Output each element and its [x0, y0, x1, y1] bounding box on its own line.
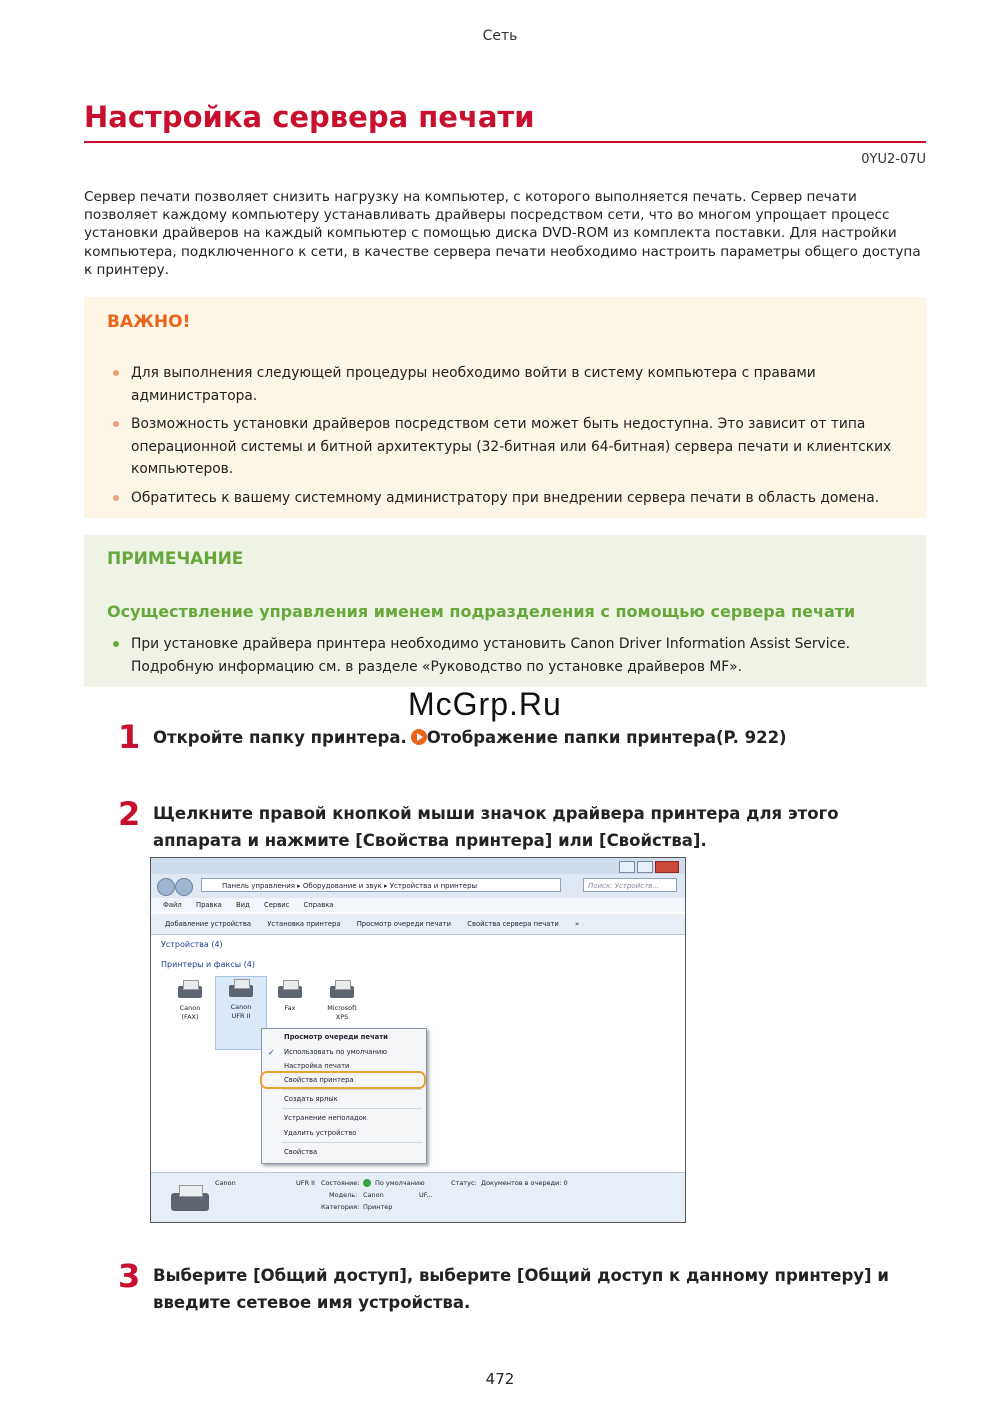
doc-id: 0YU2-07U	[861, 152, 926, 167]
step-1-text: Откройте папку принтера.	[153, 728, 407, 747]
explorer-screenshot	[150, 857, 686, 1223]
ctx-create-shortcut: Создать ярлык	[284, 1095, 338, 1103]
ctx-see-queue: Просмотр очереди печати	[284, 1033, 388, 1041]
link-arrow-icon	[411, 729, 427, 745]
maximize-icon	[637, 861, 653, 873]
device-xps: Microsoft XPS	[317, 978, 367, 1022]
list-item: Обратитесь к вашему системному администратору при внедрении сервера печати в область домена.	[113, 487, 913, 510]
device-canon-selected: Canon UFR II	[215, 976, 267, 1050]
toolbar-server-props: Свойства сервера печати	[467, 920, 559, 928]
step-3-text: Выберите [Общий доступ], выберите [Общий доступ к данному принтеру] и введите сетевое имя устройства.	[153, 1266, 889, 1312]
list-item: Для выполнения следующей процедуры необходимо войти в систему компьютера с правами администратора.	[113, 362, 913, 407]
important-heading: ВАЖНО!	[107, 312, 191, 332]
menu-separator	[282, 1108, 422, 1109]
printer-icon	[176, 978, 204, 1000]
forward-icon	[175, 878, 193, 896]
section-header: Сеть	[482, 28, 518, 44]
context-menu	[261, 1028, 427, 1164]
toolbar-add-printer: Установка принтера	[267, 920, 341, 928]
step-2-text: Щелкните правой кнопкой мыши значок драйвера принтера для этого аппарата и нажмите [Свойства принтера] или [Свойства].	[153, 804, 839, 850]
menu-edit: Правка	[195, 901, 222, 909]
menu-separator	[282, 1089, 422, 1090]
important-list	[113, 362, 913, 515]
ctx-troubleshoot: Устранение неполадок	[284, 1114, 367, 1122]
title-divider	[84, 141, 926, 143]
window-titlebar	[151, 858, 685, 874]
printer-icon	[171, 1183, 209, 1213]
menu-help: Справка	[303, 901, 334, 909]
list-item: При установке драйвера принтера необходимо установить Canon Driver Information Assist Service. Подробную информацию см. в разделе «Руководство по установке драйверов MF».	[113, 633, 913, 678]
step-number-3: 3	[118, 1257, 141, 1295]
toolbar-more: »	[575, 920, 580, 928]
step-1	[153, 724, 913, 751]
ctx-set-default: Использовать по умолчанию	[284, 1048, 388, 1056]
printer-icon	[227, 977, 255, 999]
menu-separator	[282, 1142, 422, 1143]
group-printers: Принтеры и факсы (4)	[161, 960, 255, 969]
search-input: Поиск: Устройств...	[583, 878, 677, 892]
step-number-1: 1	[118, 718, 141, 756]
details-pane: Canon UFR II Состояние: По умолчанию Статус: Документов в очереди: 0 Модель: Canon UF... Категория: Принтер	[151, 1172, 685, 1223]
ctx-properties: Свойства	[284, 1148, 318, 1156]
group-devices: Устройства (4)	[161, 940, 223, 949]
close-icon	[655, 861, 679, 873]
ctx-print-prefs: Настройка печати	[284, 1062, 350, 1070]
ctx-printer-props: Свойства принтера	[284, 1076, 354, 1084]
note-list	[113, 633, 913, 678]
note-subheading: Осуществление управления именем подразделения с помощью сервера печати	[107, 602, 856, 621]
page-number: 472	[485, 1370, 515, 1388]
menu-file: Файл	[163, 901, 182, 909]
device-fax-canon: Canon (FAX)	[165, 978, 215, 1022]
watermark: McGrp.Ru	[408, 686, 562, 722]
device-fax: Fax	[265, 978, 315, 1013]
page-title: Настройка сервера печати	[84, 100, 535, 134]
address-path: Панель управления ▸ Оборудование и звук ▸ Устройства и принтеры	[201, 878, 561, 892]
window-controls	[619, 861, 679, 873]
checkmark-icon: ✓	[268, 1048, 275, 1057]
printer-icon	[328, 978, 356, 1000]
command-bar	[151, 914, 685, 935]
back-icon	[157, 878, 175, 896]
minimize-icon	[619, 861, 635, 873]
toolbar-add-device: Добавление устройства	[165, 920, 252, 928]
menu-bar	[151, 898, 685, 912]
ctx-remove-device: Удалить устройство	[284, 1129, 357, 1137]
menu-view: Вид	[236, 901, 250, 909]
toolbar-see-queue: Просмотр очереди печати	[356, 920, 452, 928]
menu-tools: Сервис	[263, 901, 290, 909]
note-heading: ПРИМЕЧАНИЕ	[107, 549, 244, 569]
status-ok-icon	[363, 1179, 371, 1187]
step-1-link[interactable]: Отображение папки принтера(P. 922)	[426, 728, 787, 747]
intro-paragraph: Сервер печати позволяет снизить нагрузку на компьютер, с которого выполняется печать. Сервер печати позволяет каждому компьютеру устанавливать драйверы посредством сети, что во многом упрощает процесс установки драйверов на каждый компьютер с помощью диска DVD-ROM из комплекта поставки. Для настройки компьютера, подключенного к сети, в качестве сервера печати необходимо настроить параметры общего доступа к принтеру.	[84, 189, 921, 278]
step-number-2: 2	[118, 795, 141, 833]
fax-icon	[276, 978, 304, 1000]
address-bar	[151, 874, 685, 898]
list-item: Возможность установки драйверов посредством сети может быть недоступна. Это зависит от типа операционной системы и битной архитектуры (32-битная или 64-битная) сервера печати и клиентских компьютеров.	[113, 413, 913, 481]
